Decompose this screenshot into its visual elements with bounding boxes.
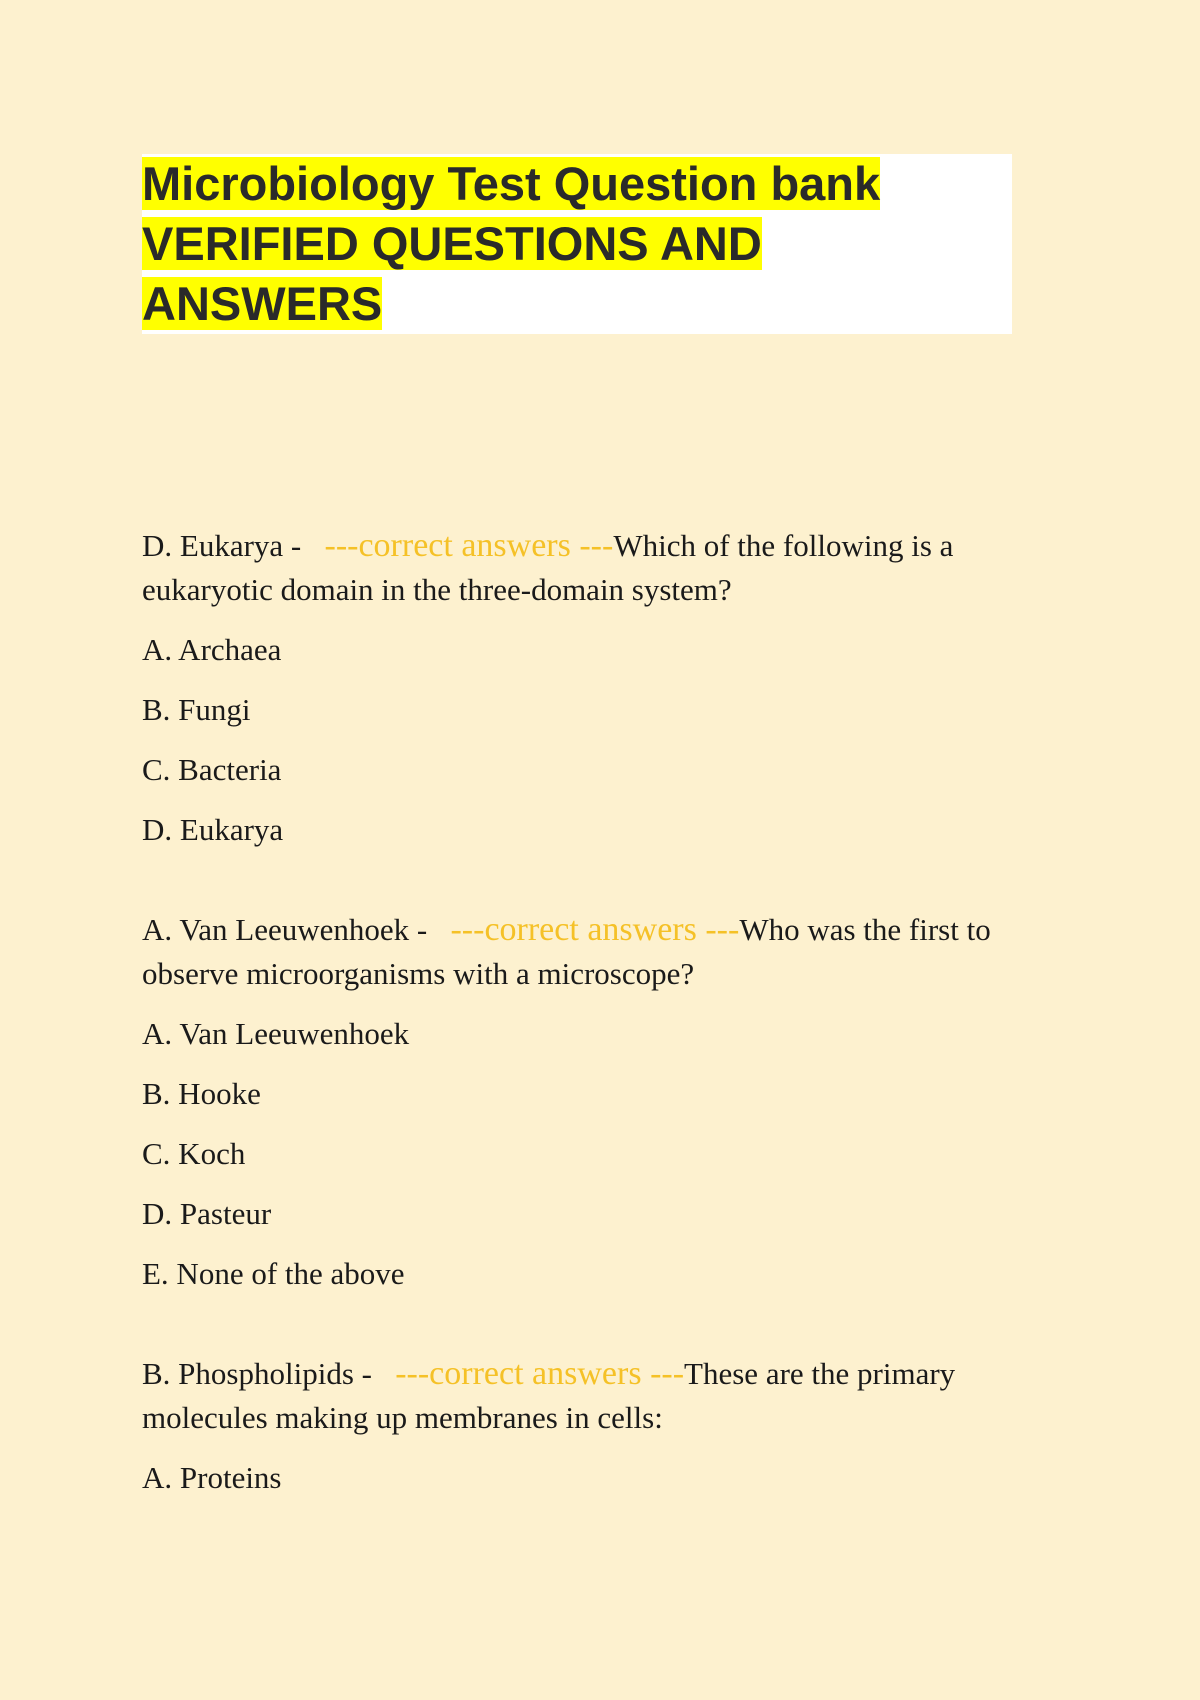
- question-text: Who was the first to observe microorganisms with a microscope?: [142, 912, 991, 991]
- document-title: [142, 154, 1012, 334]
- title-box: [142, 154, 1012, 334]
- correct-answer: D. Eukarya -: [142, 528, 302, 563]
- option-b: B. Hooke: [142, 1076, 261, 1111]
- question-text: These are the primary molecules making up membranes in cells:: [142, 1356, 956, 1435]
- option-a: A. Van Leeuwenhoek: [142, 1016, 410, 1051]
- document-page: [142, 154, 1032, 1500]
- title-line-1: Microbiology Test Question bank: [142, 157, 881, 210]
- option-b: B. Fungi: [142, 692, 251, 727]
- title-line-2: VERIFIED QUESTIONS AND: [142, 217, 762, 270]
- correct-answers-marker: ---correct answers ---: [395, 1355, 685, 1392]
- option-e: E. None of the above: [142, 1256, 405, 1291]
- title-line-3: ANSWERS: [142, 277, 383, 330]
- question-line: [142, 524, 1032, 612]
- option-d: D. Eukarya: [142, 812, 284, 847]
- question-list: [142, 524, 1032, 1500]
- question-line: [142, 1352, 1032, 1440]
- option-d: D. Pasteur: [142, 1196, 272, 1231]
- question-block-3: [142, 1352, 1032, 1500]
- question-text: Which of the following is a eukaryotic domain in the three-domain system?: [142, 528, 954, 607]
- question-block-2: [142, 908, 1032, 1296]
- correct-answer: A. Van Leeuwenhoek -: [142, 912, 428, 947]
- option-c: C. Koch: [142, 1136, 246, 1171]
- option-a: A. Archaea: [142, 632, 282, 667]
- option-a: A. Proteins: [142, 1460, 282, 1495]
- question-block-1: [142, 524, 1032, 852]
- correct-answers-marker: ---correct answers ---: [450, 911, 740, 948]
- correct-answer: B. Phospholipids -: [142, 1356, 372, 1391]
- option-c: C. Bacteria: [142, 752, 282, 787]
- correct-answers-marker: ---correct answers ---: [324, 527, 614, 564]
- question-line: [142, 908, 1032, 996]
